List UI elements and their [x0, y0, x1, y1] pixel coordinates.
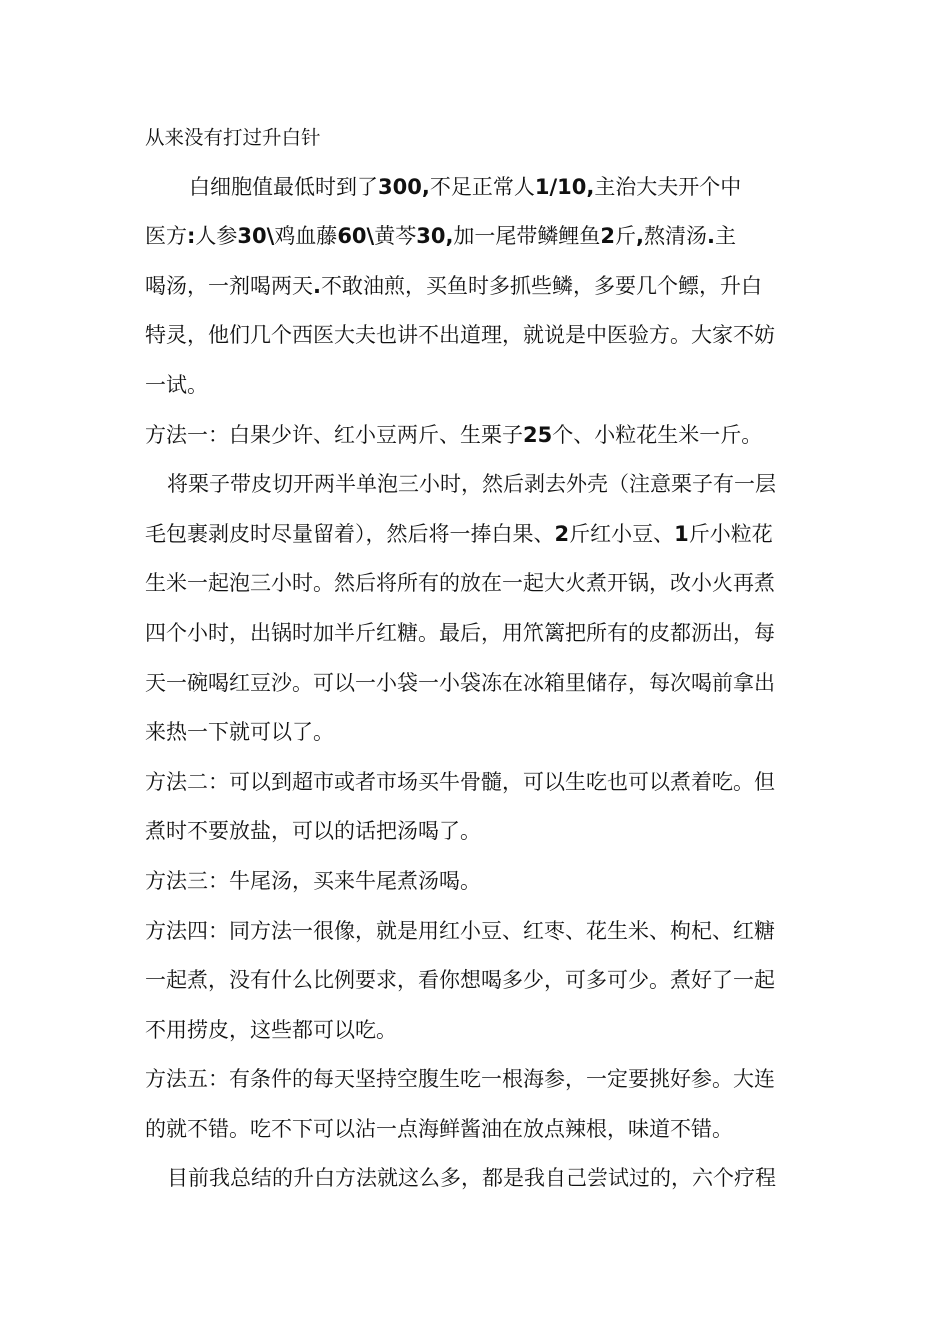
text-run: 白细胞值最低时到了	[189, 174, 378, 199]
text-run: 方法一：白果少许、红小豆两斤、生栗子	[145, 422, 523, 447]
bold-text-run: 2	[600, 224, 616, 249]
doc-line	[145, 1055, 810, 1105]
doc-line	[145, 262, 810, 312]
text-run: 主治大夫开个中	[594, 174, 742, 199]
bold-text-run: 1	[674, 521, 689, 546]
document-body	[145, 113, 810, 1204]
text-run: 医方	[145, 224, 187, 249]
bold-text-run: :	[187, 224, 196, 249]
text-run: 熬清汤	[644, 224, 708, 249]
text-run: 黄芩	[374, 224, 417, 249]
doc-line	[145, 559, 810, 609]
doc-line	[145, 907, 810, 957]
text-run: 天一碗喝红豆沙。可以一小袋一小袋冻在冰箱里储存，每次喝前拿出	[145, 670, 775, 695]
bold-text-run: .	[707, 224, 716, 249]
text-run: 人参	[195, 224, 238, 249]
doc-line	[145, 212, 810, 262]
doc-line	[145, 1154, 810, 1204]
doc-line	[145, 411, 810, 461]
text-run: 不敢油煎，买鱼时多抓些鳞，多要几个鳔，升白	[320, 273, 762, 298]
text-run: 四个小时，出锅时加半斤红糖。最后，用笊篱把所有的皮都沥出，每	[145, 620, 775, 645]
bold-text-run: ,	[636, 224, 645, 249]
text-run: 方法四：同方法一很像，就是用红小豆、红枣、花生米、枸杞、红糖	[145, 918, 775, 943]
text-run: 方法二：可以到超市或者市场买牛骨髓，可以生吃也可以煮着吃。但	[145, 769, 775, 794]
doc-line	[145, 510, 810, 560]
text-run: 毛包裹剥皮时尽量留着），然后将一捧白果、	[145, 521, 555, 546]
text-run: 个、小粒花生米一斤。	[552, 422, 763, 447]
doc-line	[145, 460, 810, 510]
doc-line	[145, 1105, 810, 1155]
doc-line	[145, 758, 810, 808]
bold-text-run: .	[313, 273, 321, 298]
doc-line	[145, 361, 810, 411]
text-run: 方法五：有条件的每天坚持空腹生吃一根海参，一定要挑好参。大连	[145, 1067, 775, 1092]
text-run: 不用捞皮，这些都可以吃。	[145, 1017, 397, 1042]
text-run: 方法三：牛尾汤，买来牛尾煮汤喝。	[145, 868, 481, 893]
text-run: 一起煮，没有什么比例要求，看你想喝多少，可多可少。煮好了一起	[145, 968, 775, 993]
bold-text-run: 60\	[337, 224, 375, 249]
text-run: 加一尾带鳞鲤鱼	[453, 224, 601, 249]
doc-line	[145, 113, 810, 163]
doc-line	[145, 1006, 810, 1056]
text-run: 将栗子带皮切开两半单泡三小时，然后剥去外壳（注意栗子有一层	[167, 472, 776, 497]
text-run: 主	[715, 224, 737, 249]
bold-text-run: 1/10,	[534, 174, 595, 199]
bold-text-run: 30\	[237, 224, 275, 249]
text-run: 一试。	[145, 372, 208, 397]
text-run: 特灵，他们几个西医大夫也讲不出道理，就说是中医验方。大家不妨	[145, 323, 775, 348]
doc-line	[145, 609, 810, 659]
doc-line	[145, 163, 810, 213]
text-run: 鸡血藤	[274, 224, 338, 249]
doc-line	[145, 659, 810, 709]
bold-text-run: 2	[554, 521, 570, 546]
text-run: 斤	[615, 224, 637, 249]
doc-line	[145, 311, 810, 361]
text-run: 从来没有打过升白针	[145, 126, 321, 149]
doc-line	[145, 708, 810, 758]
bold-text-run: 30,	[416, 224, 454, 249]
text-run: 斤红小豆、	[569, 521, 675, 546]
text-run: 目前我总结的升白方法就这么多，都是我自己尝试过的，六个疗程	[167, 1166, 776, 1191]
text-run: 斤小粒花	[688, 521, 773, 546]
text-run: 煮时不要放盐，可以的话把汤喝了。	[145, 819, 481, 844]
text-run: 生米一起泡三小时。然后将所有的放在一起大火煮开锅，改小火再煮	[145, 571, 775, 596]
doc-line	[145, 956, 810, 1006]
text-run: 的就不错。吃不下可以沾一点海鲜酱油在放点辣根，味道不错。	[145, 1116, 733, 1141]
text-run: 来热一下就可以了。	[145, 720, 334, 745]
text-run: 喝汤，一剂喝两天	[145, 273, 313, 298]
bold-text-run: 25	[523, 422, 553, 447]
bold-text-run: 300,	[378, 174, 430, 199]
doc-line	[145, 857, 810, 907]
text-run: 不足正常人	[429, 174, 535, 199]
doc-line	[145, 807, 810, 857]
